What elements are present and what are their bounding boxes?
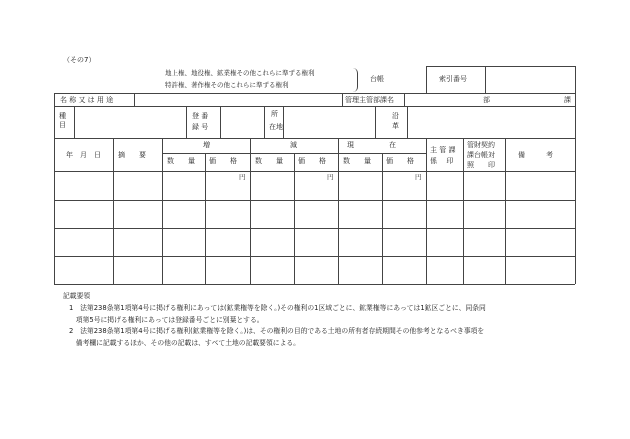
grid-v-dec-mid [294,153,295,284]
ledger-label: 台帳 [370,75,384,83]
notes-line-4: 備考欄に記載するほか、その他の記載は、すべて土地の記載要領による。 [69,339,300,348]
current-header: 現 在 [347,141,396,149]
dept-label: 管理主管部課名 [345,96,394,104]
grid-v-r2-e [283,106,284,138]
increase-header: 増 [203,141,210,149]
contract-check-header-2: 課台帳対 [467,151,495,159]
cur-yen-mark: 円 [415,173,422,181]
grid-v-r2-g [407,106,408,138]
grid-h-8 [54,256,575,257]
title-line-2: 特許権、著作権その他これらに準ずる権利 [165,81,289,89]
grid-h-6 [54,200,575,201]
inc-price-header: 価 格 [209,157,237,165]
manager-seal-header-1: 主 管 課 [430,146,456,154]
grid-v-summary [162,138,163,284]
kind-label-1: 種 [59,112,66,120]
grid-v-cur-mid [382,153,383,284]
cur-qty-header: 数 量 [343,157,371,165]
grid-v-right [575,93,576,284]
grid-v-date [113,138,114,284]
index-box-right [575,66,576,93]
grid-v-r2-f [375,106,376,138]
inc-qty-header: 数 量 [167,157,195,165]
grid-v-seal [463,138,464,284]
index-box-divider [485,66,486,93]
name-use-label: 名 称 又 は 用 途 [60,96,114,104]
bu-label: 部 [483,96,490,104]
dec-qty-header: 数 量 [255,157,283,165]
grid-v-dec-end [338,138,339,284]
summary-header: 摘 要 [118,151,146,159]
notes-section [63,291,583,350]
grid-v-r1-b [342,93,343,106]
decrease-header: 減 [290,141,297,149]
dec-price-header: 価 格 [298,157,326,165]
dec-yen-mark: 円 [327,173,334,181]
history-label-2: 革 [392,122,399,130]
reg-no-label-1: 登 番 [192,112,209,120]
date-header: 年 月 日 [66,151,101,159]
title-brace [352,68,358,92]
grid-h-5 [54,171,575,172]
location-label-1: 所 [271,110,278,118]
notes-line-3: 2 法第238条第1項第4号に掲げる権利(鉱業権等を除く。)は、その権利の目的である土地の所有者存続期間その他参考となるべき事項を [69,327,485,336]
history-label-1: 沿 [392,112,399,120]
grid-v-r1-a [134,93,135,106]
location-label-2: 在地 [269,123,283,131]
grid-v-inc-mid [205,153,206,284]
cur-price-header: 価 格 [386,157,414,165]
grid-h-9 [54,284,575,285]
manager-seal-header-2: 係 印 [430,157,454,165]
kind-label-2: 目 [59,121,66,129]
grid-h-1 [54,93,575,94]
grid-h-3 [54,138,575,139]
grid-v-contract [505,138,506,284]
grid-h-7 [54,228,575,229]
index-box-left [426,66,427,93]
form-number: （その7） [63,56,96,64]
grid-v-left [54,93,55,284]
remarks-header: 備 考 [518,151,553,159]
grid-h-2 [54,106,575,107]
grid-v-r2-a [74,106,75,138]
index-number-label: 索引番号 [439,75,467,83]
grid-v-r2-c [220,106,221,138]
title-line-1: 地上権、地役権、鉱業権その他これらに準ずる権利 [165,69,315,77]
inc-yen-mark: 円 [239,173,246,181]
contract-check-header-3: 照 印 [467,161,495,169]
contract-check-header-1: 管財契約 [467,141,495,149]
reg-no-label-2: 録 号 [192,123,209,131]
grid-v-cur-end [426,138,427,284]
ka-label: 課 [564,96,571,104]
grid-v-r2-d [264,106,265,138]
notes-line-2: 項第5号に掲げる権利にあっては登録番号ごとに別葉とする。 [69,315,264,324]
index-box-top [426,66,575,67]
grid-v-inc-end [250,138,251,284]
notes-heading: 記載要領 [63,292,91,300]
grid-v-r1-c [404,93,405,106]
notes-line-1: 1 法第238条第1項第4号に掲げる権利にあっては(鉱業権等を除く。)その権利の1区域ごとに、鉱業権等にあっては1鉱区ごとに、同条同 [69,303,486,312]
grid-v-r2-b [186,106,187,138]
